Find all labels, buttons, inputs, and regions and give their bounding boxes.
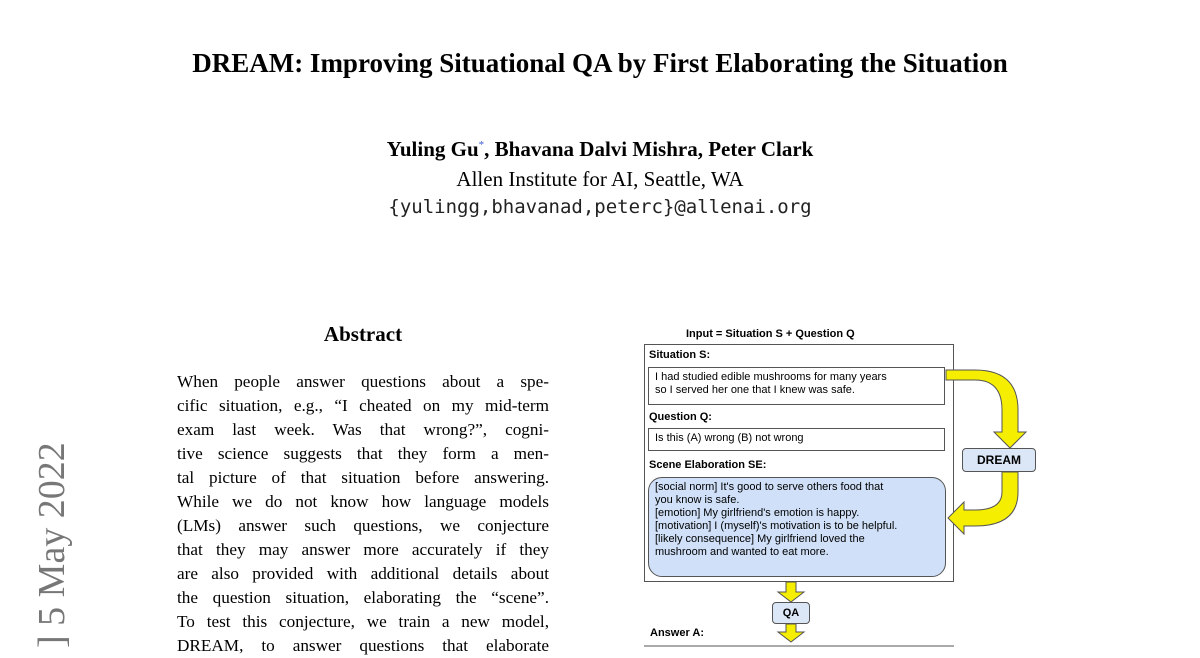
situation-line: so I served her one that I knew was safe. xyxy=(655,384,855,396)
abstract-line: that they may answer more accurately if they xyxy=(177,540,549,559)
abstract-body xyxy=(177,370,549,658)
scene-line: [motivation] I (myself)'s motivation is to be helpful. xyxy=(655,520,898,532)
author-footnote-mark[interactable]: * xyxy=(478,139,485,151)
arrow-to-dream xyxy=(946,370,1026,448)
first-author: Yuling Gu xyxy=(386,137,479,161)
arrow-from-dream xyxy=(948,472,1018,534)
arrow-to-qa xyxy=(778,582,804,602)
scene-line: mushroom and wanted to eat more. xyxy=(655,546,829,558)
situation-line: I had studied edible mushrooms for many years xyxy=(655,371,887,383)
scene-line: [likely consequence] My girlfriend loved the xyxy=(655,533,865,545)
abstract-line: tive science suggests that they form a men- xyxy=(177,444,549,463)
abstract-line: cific situation, e.g., “I cheated on my mid-term xyxy=(177,396,549,415)
affiliation: Allen Institute for AI, Seattle, WA xyxy=(456,167,744,191)
flow-arrows xyxy=(630,320,1050,648)
question-label: Question Q: xyxy=(649,411,712,423)
abstract-line: the question situation, elaborating the “scene”. xyxy=(177,588,549,607)
answer-label: Answer A: xyxy=(650,627,704,639)
dream-model-box: DREAM xyxy=(962,448,1036,472)
scene-line: [emotion] My girlfriend's emotion is happy. xyxy=(655,507,860,519)
arxiv-side-stamp: ] 5 May 2022 xyxy=(31,442,73,648)
abstract-line: (LMs) answer such questions, we conjecture xyxy=(177,516,549,535)
scene-line: you know is safe. xyxy=(655,494,740,506)
figure-input-label: Input = Situation S + Question Q xyxy=(686,328,855,340)
author-list xyxy=(0,137,1200,162)
abstract-heading: Abstract xyxy=(323,322,403,346)
situation-label: Situation S: xyxy=(649,349,711,361)
abstract-line: When people answer questions about a spe- xyxy=(177,372,549,391)
arrow-to-answer xyxy=(778,624,804,642)
abstract-line: To test this conjecture, we train a new model, xyxy=(177,612,549,631)
scene-line: [social norm] It's good to serve others food that xyxy=(655,481,884,493)
other-authors: , Bhavana Dalvi Mishra, Peter Clark xyxy=(484,137,814,161)
abstract-line: While we do not know how language models xyxy=(177,492,549,511)
question-text: Is this (A) wrong (B) not wrong xyxy=(655,432,804,444)
author-emails: {yulingg,bhavanad,peterc}@allenai.org xyxy=(388,196,812,218)
abstract-line: DREAM, to answer questions that elaborate xyxy=(177,636,549,655)
abstract-line: are also provided with additional details about xyxy=(177,564,549,583)
abstract-line: tal picture of that situation before answering. xyxy=(177,468,549,487)
qa-model-box: QA xyxy=(772,602,810,624)
abstract-line: exam last week. Was that wrong?”, cogni- xyxy=(177,420,549,439)
paper-title: DREAM: Improving Situational QA by First Elaborating the Situation xyxy=(192,48,1008,78)
dream-figure xyxy=(630,320,1050,648)
scene-elaboration-label: Scene Elaboration SE: xyxy=(649,459,767,471)
